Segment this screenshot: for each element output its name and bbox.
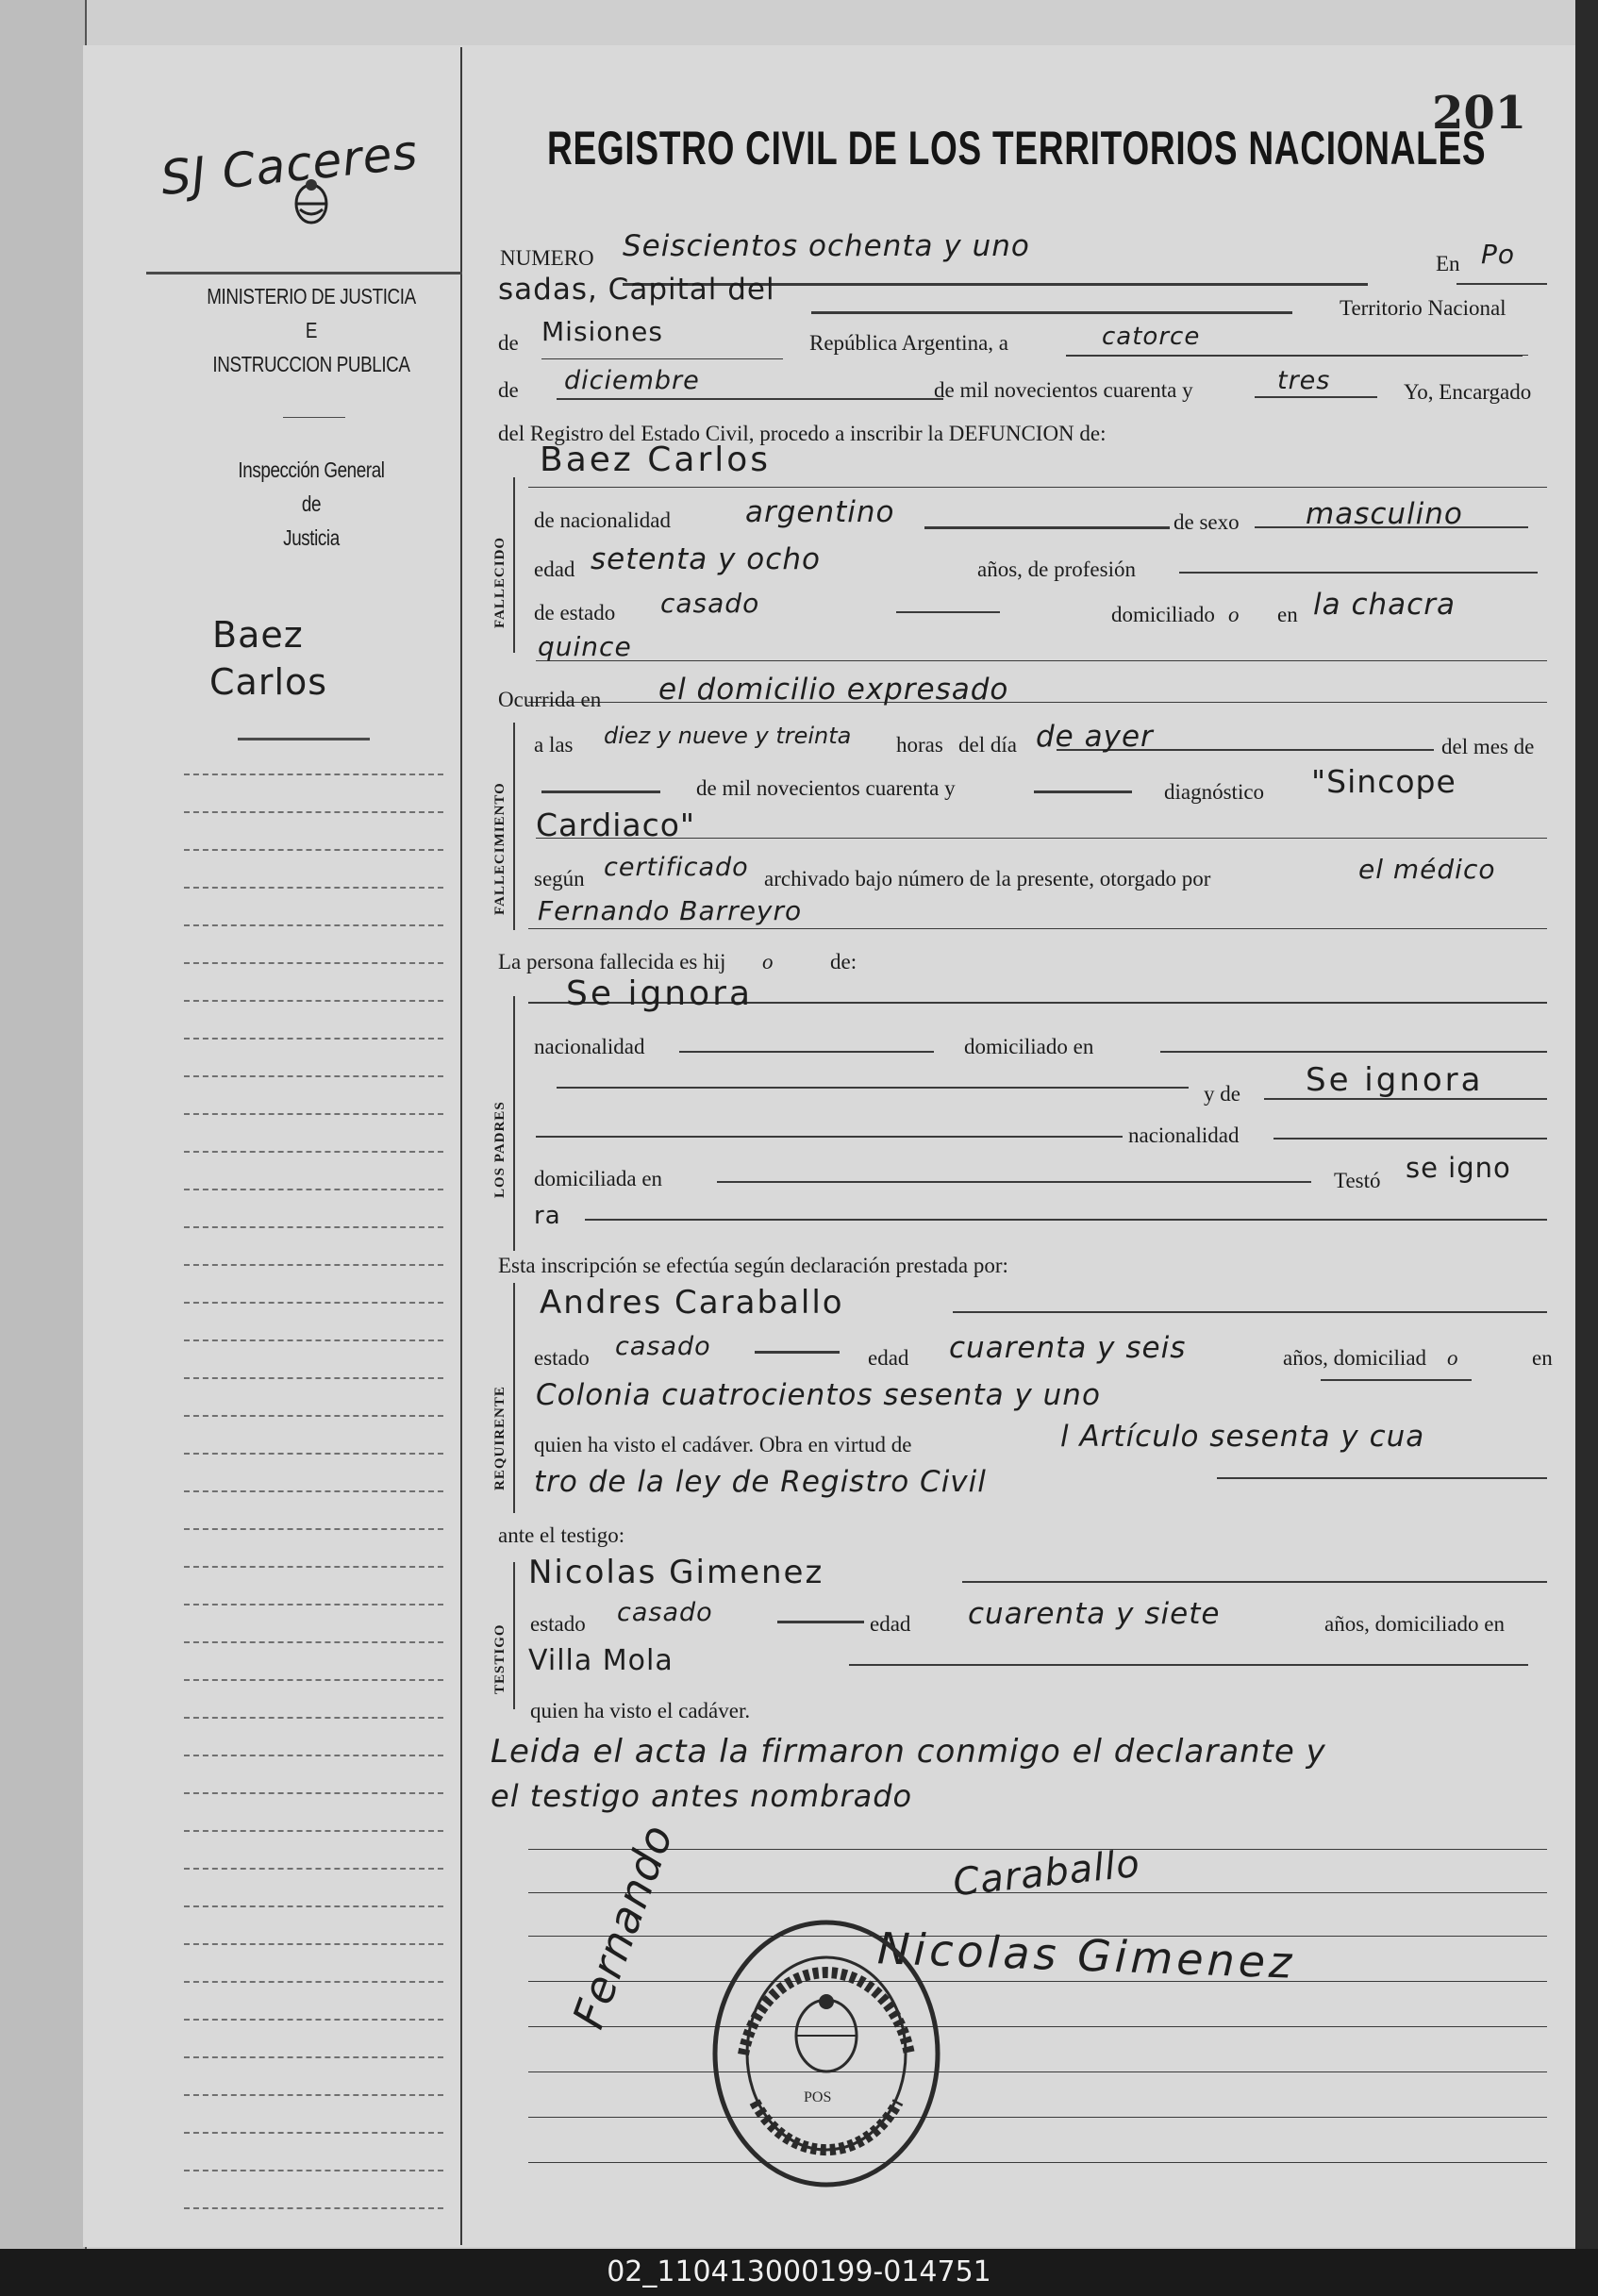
certificado-value: certificado — [604, 853, 749, 882]
form-blank-line — [528, 2162, 1547, 2163]
margin-rule — [184, 1189, 443, 1190]
form-blank-line — [528, 2117, 1547, 2118]
form-blank-line — [528, 2071, 1547, 2072]
form-blank-line — [777, 1621, 864, 1623]
margin-rule — [184, 1641, 443, 1643]
margin-rule — [184, 1868, 443, 1870]
registro-line: del Registro del Estado Civil, procedo a inscribir la DEFUNCION de: — [498, 422, 1107, 445]
territory-value: Misiones — [541, 316, 663, 347]
form-blank-line — [717, 1181, 1311, 1183]
margin-rule — [184, 774, 443, 775]
padres-nacionalidad-label: nacionalidad — [534, 1035, 645, 1058]
mil-label: de mil novecientos cuarenta y — [934, 378, 1193, 402]
place-value-1: Po — [1481, 239, 1516, 270]
virtud-value-2: tro de la ley de Registro Civil — [534, 1465, 987, 1499]
margin-rule — [184, 1075, 443, 1077]
sexo-value: masculino — [1306, 497, 1463, 531]
testo-label: Testó — [1334, 1169, 1381, 1192]
margin-rule — [184, 962, 443, 964]
testigo-anos-label: años, domiciliado en — [1324, 1612, 1505, 1636]
estado-label: de estado — [534, 601, 616, 624]
domicilio-value-2: quince — [538, 631, 632, 662]
margin-rule — [184, 1943, 443, 1945]
testigo-label: TESTIGO — [492, 1623, 508, 1694]
margin-rule — [184, 811, 443, 813]
signature-underline — [146, 272, 462, 275]
form-blank-line — [528, 487, 1547, 488]
form-blank-line — [896, 611, 1000, 613]
dia-value: de ayer — [1036, 720, 1154, 754]
margin-rule — [184, 1226, 443, 1228]
en-label: En — [1436, 252, 1460, 275]
inspection-line-2: de — [301, 491, 322, 517]
domiciliado-label: domiciliado — [1111, 603, 1215, 626]
margin-rule — [184, 887, 443, 889]
fallecimiento-mil-label: de mil novecientos cuarenta y — [696, 776, 956, 800]
diagnostico-value-2: Cardiaco" — [536, 807, 696, 843]
fallecimiento-label: FALLECIMIENTO — [492, 782, 508, 915]
margin-rule — [184, 1377, 443, 1379]
margin-rule — [184, 1151, 443, 1153]
territorio-label: Territorio Nacional — [1340, 296, 1506, 320]
padres-intro-end: de: — [830, 950, 857, 973]
padres-bracket — [513, 996, 515, 1251]
form-blank-line — [849, 1664, 1528, 1666]
margin-divider — [460, 47, 462, 2245]
margin-rule — [184, 1792, 443, 1794]
ministry-line-1: MINISTERIO DE JUSTICIA — [207, 284, 416, 308]
domiciliada-label: domiciliada en — [534, 1167, 663, 1190]
margin-rule — [184, 1528, 443, 1530]
domicilio-value-1: la chacra — [1313, 588, 1456, 622]
profesion-label: años, de profesión — [977, 557, 1136, 581]
margin-rule — [184, 1415, 443, 1417]
form-blank-line — [528, 928, 1547, 929]
virtud-value-1: l Artículo sesenta y cua — [1060, 1420, 1425, 1454]
form-blank-line — [679, 1051, 934, 1053]
ministry-line-3: INSTRUCCION PUBLICA — [212, 352, 410, 377]
margin-rule — [184, 1755, 443, 1756]
form-blank-line — [557, 398, 943, 400]
margin-rule — [184, 1717, 443, 1719]
padres-intro: La persona fallecida es hij — [498, 950, 726, 973]
form-blank-line — [536, 1136, 1123, 1138]
testo-value-2: ra — [534, 1202, 561, 1230]
requirente-estado-label: estado — [534, 1346, 590, 1370]
numero-value: Seiscientos ochenta y uno — [623, 229, 1030, 263]
form-blank-line — [953, 1311, 1547, 1313]
page-title: REGISTRO CIVIL DE LOS TERRITORIOS NACIONALES — [547, 122, 1487, 175]
form-blank-line — [1085, 355, 1528, 356]
testigo-name: Nicolas Gimenez — [528, 1554, 824, 1591]
margin-rule — [184, 2094, 443, 2096]
requirente-intro: Esta inscripción se efectúa según declaración prestada por: — [498, 1254, 1008, 1277]
form-blank-line — [811, 311, 1292, 314]
day-value: catorce — [1102, 323, 1201, 351]
father-value: Se ignora — [566, 974, 753, 1013]
form-blank-line — [1255, 396, 1377, 398]
fallecido-en-label: en — [1277, 603, 1298, 626]
edad-value: setenta y ocho — [591, 542, 821, 576]
margin-rule — [184, 1038, 443, 1040]
form-blank-line — [755, 1351, 840, 1354]
year-value: tres — [1277, 366, 1331, 395]
form-blank-line — [541, 358, 783, 359]
margin-rule — [184, 1264, 443, 1266]
civil-registry-seal — [706, 1913, 947, 2194]
margin-rule — [184, 1566, 443, 1568]
testo-value-1: se igno — [1406, 1152, 1511, 1184]
requirente-anos-label: años, domiciliad — [1283, 1346, 1427, 1370]
padres-intro-suffix: o — [762, 950, 774, 973]
requirente-edad-value: cuarenta y seis — [949, 1331, 1187, 1365]
requirente-estado-value: casado — [615, 1332, 711, 1361]
month-value: diciembre — [564, 366, 700, 395]
form-blank-line — [962, 1581, 1547, 1583]
margin-rule — [184, 924, 443, 926]
requirente-visto-label: quien ha visto el cadáver. Obra en virtud de — [534, 1433, 912, 1456]
form-blank-line — [1034, 790, 1132, 793]
fallecido-label: FALLECIDO — [492, 536, 508, 628]
fallecido-nacionalidad-value: argentino — [745, 495, 895, 529]
medico-value: el médico — [1358, 854, 1496, 885]
testigo-estado-value: casado — [617, 1598, 713, 1627]
ministry-heading — [195, 281, 427, 380]
form-blank-line — [1321, 1379, 1472, 1381]
officer-signature: Fernando — [562, 1817, 684, 2036]
fallecido-name: Baez Carlos — [540, 441, 772, 479]
mother-value: Se ignora — [1306, 1061, 1484, 1099]
margin-name-surname: Baez — [212, 614, 304, 656]
testigo-estado-label: estado — [530, 1612, 586, 1636]
estado-value: casado — [660, 588, 760, 619]
padres-nacionalidad2-label: nacionalidad — [1128, 1123, 1240, 1147]
form-blank-line — [528, 1981, 1547, 1982]
diagnostico-label: diagnóstico — [1164, 780, 1265, 804]
form-blank-line — [536, 660, 1547, 661]
testigo-edad-label: edad — [870, 1612, 911, 1636]
book-binding-edge — [0, 0, 87, 2249]
encargado-label: Yo, Encargado — [1404, 380, 1532, 404]
ocurrida-label: Ocurrida en — [498, 688, 602, 711]
testigo-domicilio: Villa Mola — [528, 1644, 674, 1677]
testigo-intro: ante el testigo: — [498, 1523, 625, 1547]
republica-label: República Argentina, a — [809, 331, 1008, 355]
form-blank-line — [1179, 572, 1538, 574]
testigo-edad-value: cuarenta y siete — [968, 1597, 1221, 1631]
requirente-edad-label: edad — [868, 1346, 909, 1370]
fallecido-nacionalidad-label: de nacionalidad — [534, 508, 671, 532]
page-number: 201 — [1432, 87, 1527, 140]
padres-label: LOS PADRES — [492, 1101, 508, 1198]
requirente-name: Andres Caraballo — [540, 1284, 844, 1322]
de-label-2: de — [498, 378, 519, 402]
inspection-line-3: Justicia — [283, 525, 340, 551]
margin-rule — [184, 1302, 443, 1304]
requirente-label: REQUIRENTE — [492, 1386, 508, 1490]
margin-rule — [184, 2132, 443, 2134]
medico-name: Fernando Barreyro — [538, 895, 803, 926]
margin-name-given: Carlos — [209, 661, 328, 703]
margin-rule — [184, 1981, 443, 1983]
requirente-en-label: en — [1532, 1346, 1553, 1370]
ministry-line-2: E — [305, 318, 318, 343]
margin-rule — [184, 1679, 443, 1681]
requirente-domicilio: Colonia cuatrocientos sesenta y uno — [536, 1378, 1101, 1412]
alas-label: a las — [534, 733, 574, 757]
scan-identifier: 02_110413000199-014751 — [0, 2249, 1598, 2296]
form-blank-line — [528, 2026, 1547, 2027]
place-value-2: sadas, Capital del — [498, 273, 775, 307]
margin-rule — [184, 1905, 443, 1907]
page-right-edge — [1575, 0, 1598, 2249]
archivado-label: archivado bajo número de la presente, otorgado por — [764, 867, 1211, 890]
margin-rule — [184, 1453, 443, 1455]
declarant-signature: Caraballo — [951, 1841, 1142, 1905]
margin-rule — [184, 1604, 443, 1606]
inspection-heading — [195, 455, 427, 554]
edad-label: edad — [534, 557, 575, 581]
ocurrida-value: el domicilio expresado — [658, 673, 1009, 707]
margin-rule — [184, 2207, 443, 2209]
margin-rule — [184, 2170, 443, 2171]
margin-rule — [184, 1000, 443, 1002]
form-blank-line — [924, 526, 1170, 529]
horas-label: horas — [896, 733, 943, 757]
de-label-1: de — [498, 331, 519, 355]
numero-label: NUMERO — [500, 246, 594, 270]
closing-line-2: el testigo antes nombrado — [491, 1778, 913, 1814]
sexo-label: de sexo — [1174, 510, 1240, 534]
ministry-separator — [283, 417, 345, 418]
form-blank-line — [528, 1849, 1547, 1850]
form-blank-line — [557, 1087, 1189, 1089]
hora-value: diez y nueve y treinta — [604, 723, 852, 749]
form-blank-line — [1217, 1477, 1547, 1479]
margin-rule — [184, 2056, 443, 2058]
testigo-bracket — [513, 1562, 515, 1709]
form-blank-line — [1273, 1138, 1547, 1140]
witness-signature: Nicolas Gimenez — [876, 1922, 1297, 1988]
form-blank-line — [1160, 1051, 1547, 1053]
inspection-line-1: Inspección General — [238, 458, 385, 482]
margin-rule — [184, 849, 443, 851]
fallecimiento-bracket — [513, 723, 515, 930]
segun-label: según — [534, 867, 585, 890]
form-blank-line — [585, 1219, 1547, 1221]
margin-rule — [184, 1830, 443, 1832]
requirente-bracket — [513, 1283, 515, 1513]
margin-rule — [184, 1113, 443, 1115]
diagnostico-value-1: "Sincope — [1311, 763, 1457, 800]
fallecido-bracket — [513, 477, 515, 653]
y-de-label: y de — [1204, 1082, 1240, 1106]
padres-domiciliado-label: domiciliado en — [964, 1035, 1094, 1058]
form-blank-line — [1457, 283, 1547, 285]
domiciliado-suffix: o — [1228, 603, 1240, 626]
margin-signature: SJ Caceres — [158, 124, 421, 207]
requirente-anos-suffix: o — [1447, 1346, 1458, 1370]
margin-rule — [184, 1339, 443, 1341]
closing-line-1: Leida el acta la firmaron conmigo el declarante y — [491, 1733, 1326, 1771]
margin-name-underline — [238, 738, 370, 740]
mes-label: del mes de — [1441, 735, 1535, 758]
margin-rule — [184, 1490, 443, 1492]
testigo-visto-label: quien ha visto el cadáver. — [530, 1699, 751, 1722]
svg-text:POS: POS — [804, 2089, 832, 2105]
del-dia-label: del día — [958, 733, 1017, 757]
form-blank-line — [541, 790, 660, 793]
margin-rule — [184, 2019, 443, 2021]
